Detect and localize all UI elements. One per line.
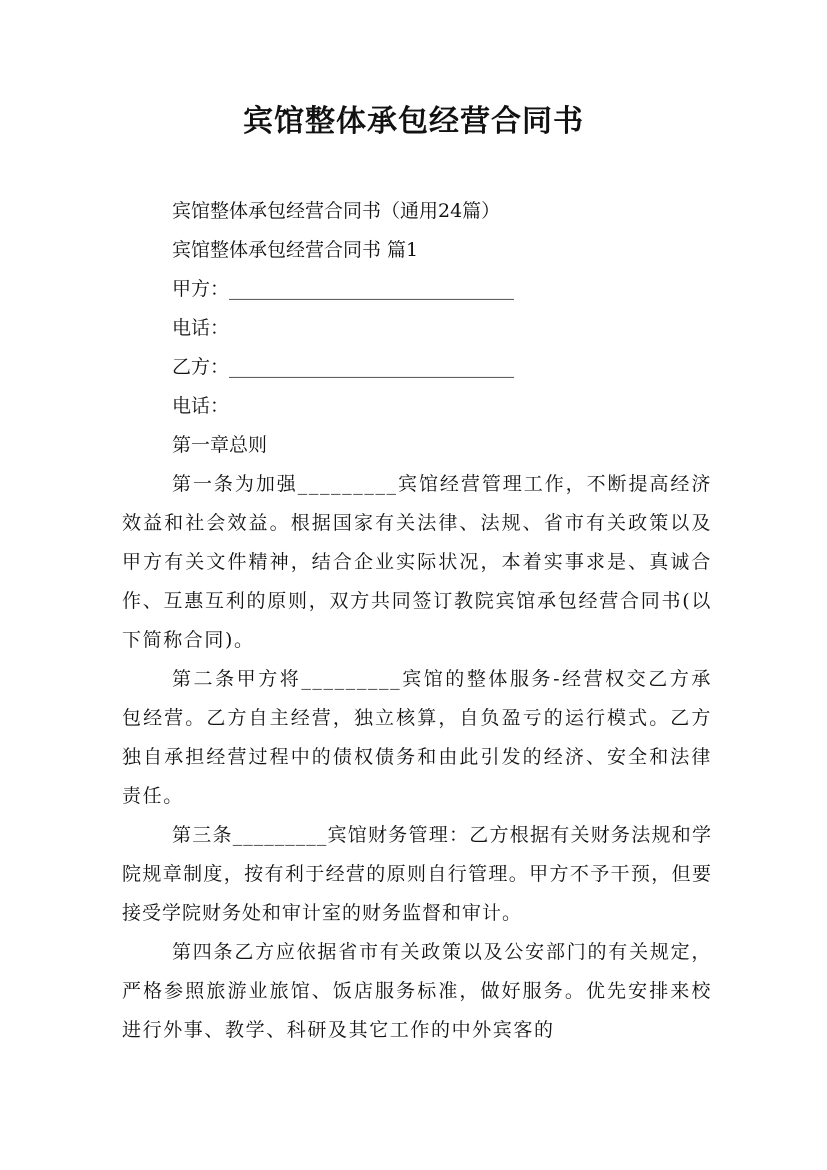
article-1-paragraph: 第一条为加强_________宾馆经营管理工作，不断提高经济效益和社会效益。根据国家有关法律、法规、省市有关政策以及甲方有关文件精神，结合企业实际状况，本着实事求是、真诚合作、互惠互利的原则，双方共同签订教院宾馆承包经营合同书(以下简称合同)。 xyxy=(122,473,712,651)
party-b-line: 乙方：______________________________ xyxy=(172,356,515,378)
section-heading: 宾馆整体承包经营合同书 篇1 xyxy=(172,239,419,261)
document-title: 宾馆整体承包经营合同书 xyxy=(243,104,584,139)
article-4-paragraph: 第四条乙方应依据省市有关政策以及公安部门的有关规定，严格参照旅游业旅馆、饭店服务标准，做好服务。优先安排来校进行外事、教学、科研及其它工作的中外宾客的 xyxy=(122,941,712,1041)
party-a-line: 甲方：______________________________ xyxy=(172,278,515,300)
party-a-phone: 电话： xyxy=(172,317,230,339)
article-3-paragraph: 第三条_________宾馆财务管理：乙方根据有关财务法规和学院规章制度，按有利于经营的原则自行管理。甲方不予干预，但要接受学院财务处和审计室的财务监督和审计。 xyxy=(122,824,712,924)
party-b-phone: 电话： xyxy=(172,395,230,417)
article-2-paragraph: 第二条甲方将_________宾馆的整体服务-经营权交乙方承包经营。乙方自主经营，独立核算，自负盈亏的运行模式。乙方独自承担经营过程中的债权债务和由此引发的经济、安全和法律责任。 xyxy=(122,668,712,807)
subtitle-line: 宾馆整体承包经营合同书（通用24篇） xyxy=(172,200,501,222)
document-body xyxy=(122,192,712,1050)
chapter-heading: 第一章总则 xyxy=(172,434,268,456)
